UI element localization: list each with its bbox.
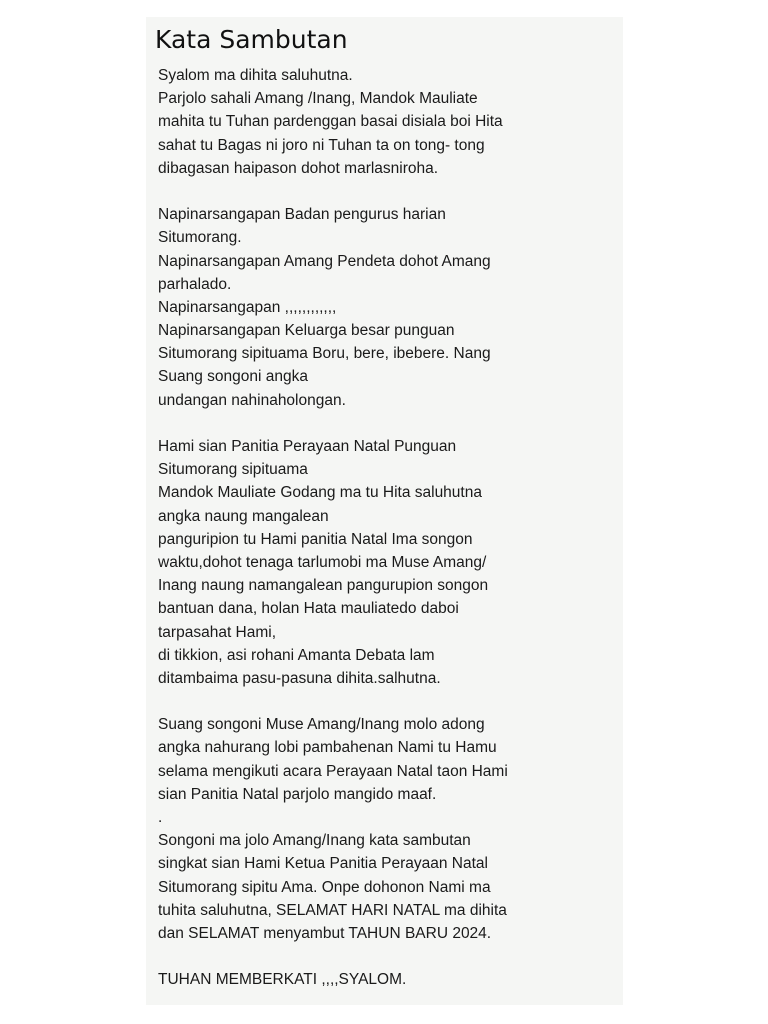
text-line: sian Panitia Natal parjolo mangido maaf. <box>158 785 437 803</box>
text-line: Napinarsangapan Amang Pendeta dohot Amang <box>158 252 491 270</box>
text-line: undangan nahinaholongan. <box>158 391 346 409</box>
text-line: mahita tu Tuhan pardenggan basai disiala boi Hita <box>158 113 503 131</box>
document-page <box>146 17 623 1005</box>
page-title: Kata Sambutan <box>155 25 348 54</box>
text-line: parhalado. <box>158 275 232 293</box>
text-line: Suang songoni Muse Amang/Inang molo adong <box>158 716 485 734</box>
paragraph-4 <box>158 713 620 945</box>
text-line: di tikkion, asi rohani Amanta Debata lam <box>158 646 435 664</box>
text-line: panguripion tu Hami panitia Natal Ima songon <box>158 530 473 548</box>
letter-body <box>158 64 620 992</box>
text-line: Napinarsangapan ,,,,,,,,,,,, <box>158 298 337 316</box>
text-line: angka naung mangalean <box>158 507 329 525</box>
text-line: Napinarsangapan Badan pengurus harian <box>158 206 446 224</box>
text-line: Syalom ma dihita saluhutna. <box>158 67 353 84</box>
text-line: waktu,dohot tenaga tarlumobi ma Muse Amang/ <box>158 553 487 571</box>
text-line: Songoni ma jolo Amang/Inang kata sambutan <box>158 832 471 850</box>
paragraph-3 <box>158 435 620 690</box>
text-line: Situmorang. <box>158 229 242 247</box>
text-line: Situmorang sipituama <box>158 461 308 479</box>
paragraph-1 <box>158 64 620 180</box>
text-line: Parjolo sahali Amang /Inang, Mandok Mauliate <box>158 90 478 108</box>
text-line: angka nahurang lobi pambahenan Nami tu Hamu <box>158 739 497 757</box>
text-line: ditambaima pasu-pasuna dihita.salhutna. <box>158 669 441 687</box>
text-line: bantuan dana, holan Hata mauliatedo daboi <box>158 600 459 618</box>
text-line: Hami sian Panitia Perayaan Natal Punguan <box>158 438 457 455</box>
closing-line: TUHAN MEMBERKATI ,,,,SYALOM. <box>158 971 407 989</box>
text-line: dan SELAMAT menyambut TAHUN BARU 2024. <box>158 924 492 942</box>
text-line: tuhita saluhutna, SELAMAT HARI NATAL ma dihita <box>158 901 507 919</box>
text-line: singkat sian Hami Ketua Panitia Perayaan Natal <box>158 855 488 873</box>
text-line: . <box>158 809 163 826</box>
text-line: dibagasan haipason dohot marlasniroha. <box>158 159 439 177</box>
text-line: Situmorang sipituama Boru, bere, ibebere. Nang <box>158 345 491 363</box>
text-line: Mandok Mauliate Godang ma tu Hita saluhutna <box>158 484 482 502</box>
text-line: Suang songoni angka <box>158 368 308 386</box>
paragraph-2 <box>158 203 620 412</box>
text-line: Inang naung namangalean pangurupion songon <box>158 577 489 595</box>
text-line: Situmorang sipitu Ama. Onpe dohonon Nami ma <box>158 878 491 896</box>
text-line: sahat tu Bagas ni joro ni Tuhan ta on tong- tong <box>158 136 485 154</box>
text-line: selama mengikuti acara Perayaan Natal taon Hami <box>158 762 508 780</box>
text-line: Napinarsangapan Keluarga besar punguan <box>158 322 455 340</box>
text-line: tarpasahat Hami, <box>158 623 277 641</box>
